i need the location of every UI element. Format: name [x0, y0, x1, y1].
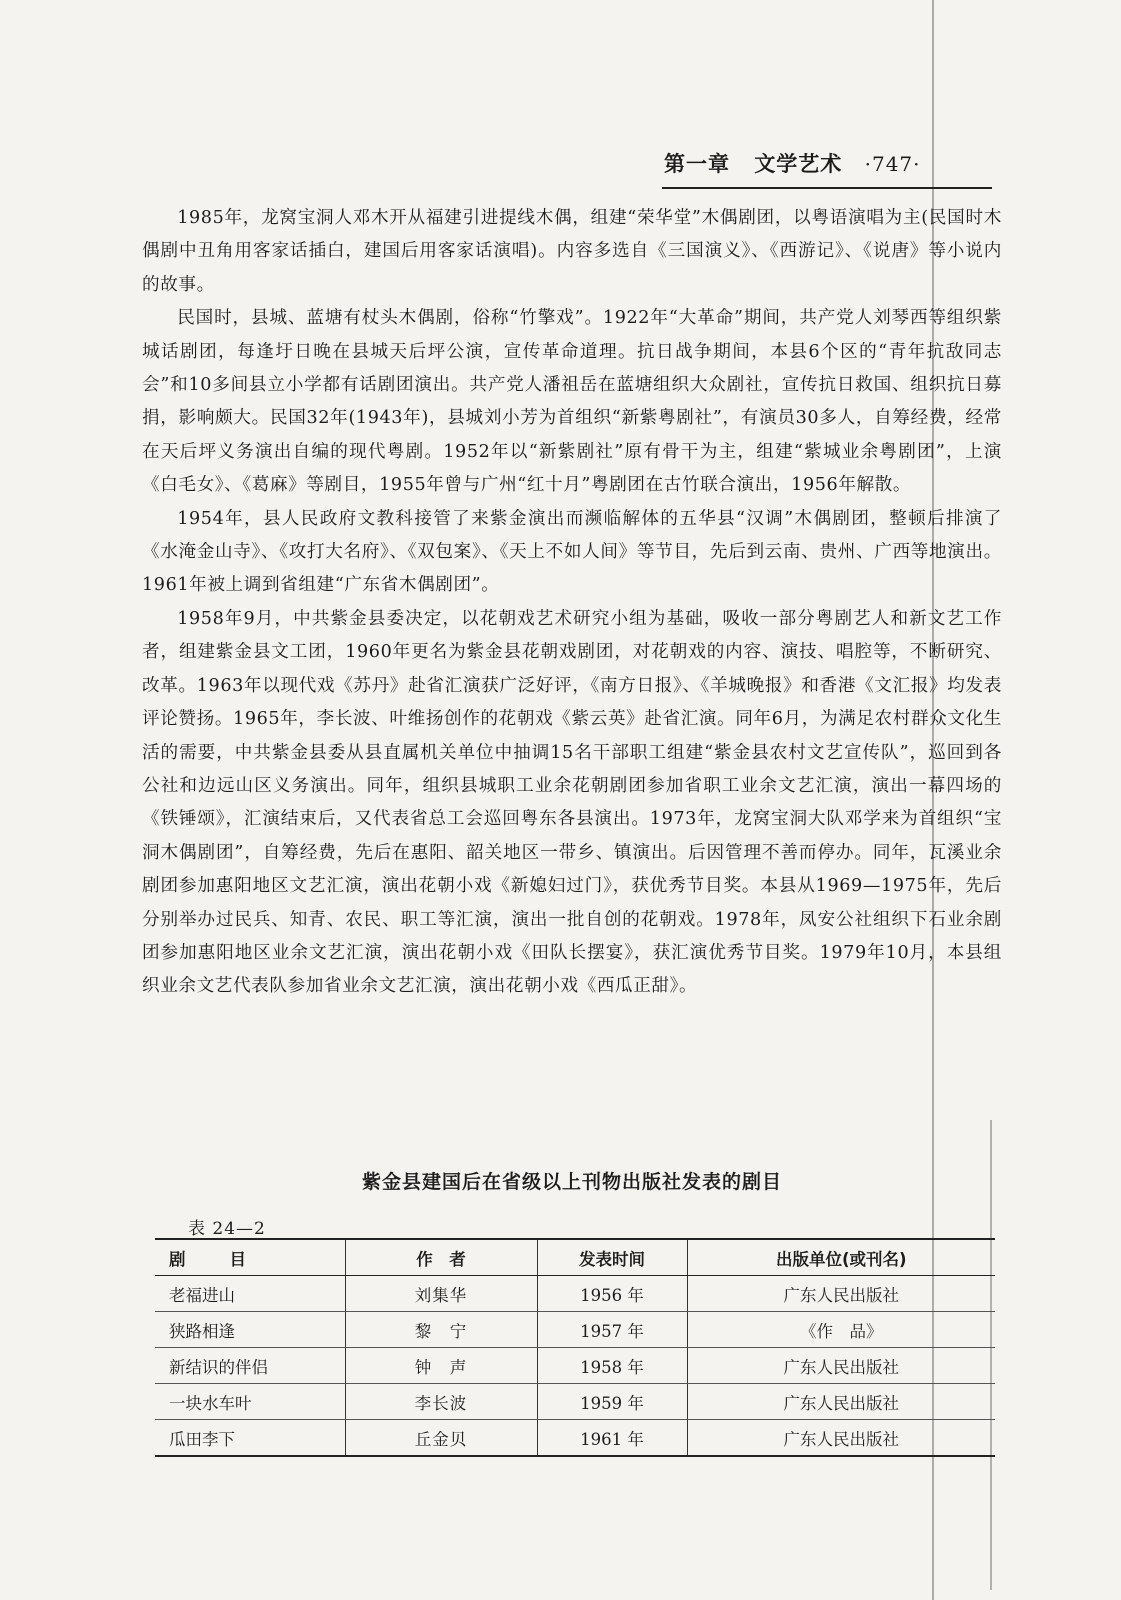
paragraph-4: 1958年9月，中共紫金县委决定，以花朝戏艺术研究小组为基础，吸收一部分粤剧艺人和新文艺工作者，组建紫金县文工团，1960年更名为紫金县花朝戏剧团，对花朝戏的内容、演技、唱腔等，不断研究、改革。1963年以现代戏《苏丹》赴省汇演获广泛好评，《南方日报》、《羊城晚报》和香港《文汇报》均发表评论赞扬。1965年，李长波、叶维扬创作的花朝戏《紫云英》赴省汇演。同年6月，为满足农村群众文化生活的需要，中共紫金县委从县直属机关单位中抽调15名干部职工组建“紫金县农村文艺宣传队”，巡回到各公社和边远山区义务演出。同年，组织县城职工业余花朝剧团参加省职工业余文艺汇演，演出一幕四场的《铁锤颂》，汇演结束后，又代表省总工会巡回粤东各县演出。1973年，龙窝宝洞大队邓学来为首组织“宝洞木偶剧团”，自筹经费，先后在惠阳、韶关地区一带乡、镇演出。后因管理不善而停办。同年，瓦溪业余剧团参加惠阳地区文艺汇演，演出花朝小戏《新媳妇过门》，获优秀节目奖。本县从1969—1975年，先后分别举办过民兵、知青、农民、职工等汇演，演出一批自创的花朝戏。1978年，凤安公社组织下石业余剧团参加惠阳地区业余文艺汇演，演出花朝小戏《田队长摆宴》，获汇演优秀节目奖。1979年10月，本县组织业余文艺代表队参加省业余文艺汇演，演出花朝小戏《西瓜正甜》。: [142, 608, 1002, 997]
cell-author: 钟 声: [345, 1348, 537, 1384]
body-text: [142, 202, 1002, 1004]
cell-author: 丘金贝: [345, 1420, 537, 1457]
cell-publisher: 广东人民出版社: [687, 1384, 995, 1420]
cell-publisher: 广东人民出版社: [687, 1276, 995, 1312]
cell-publisher: 《作 品》: [687, 1312, 995, 1348]
paragraph-2: 民国时，县城、蓝塘有杖头木偶剧，俗称“竹擎戏”。1922年“大革命”期间，共产党人刘琴西等组织紫城话剧团，每逢圩日晚在县城天后坪公演，宣传革命道理。抗日战争期间，本县6个区的“青年抗敌同志会”和10多间县立小学都有话剧团演出。共产党人潘祖岳在蓝塘组织大众剧社，宣传抗日救国、组织抗日募捐，影响颇大。民国32年(1943年)，县城刘小芳为首组织“新紫粤剧社”，有演员30多人，自筹经费，经常在天后坪义务演出自编的现代粤剧。1952年以“新紫剧社”原有骨干为主，组建“紫城业余粤剧团”，上演《白毛女》、《葛麻》等剧目，1955年曾与广州“红十月”粤剧团在古竹联合演出，1956年解散。: [142, 308, 1002, 496]
paragraph-1: 1985年，龙窝宝洞人邓木开从福建引进提线木偶，组建“荣华堂”木偶剧团，以粤语演唱为主(民国时木偶剧中丑角用客家话插白，建国后用客家话演唱)。内容多选自《三国演义》、《西游记》、《说唐》等小说内的故事。: [142, 208, 1002, 295]
cell-author: 刘集华: [345, 1276, 537, 1312]
cell-title: 狭路相逢: [155, 1312, 345, 1348]
table-row: [155, 1420, 995, 1457]
header-rule: [662, 187, 992, 189]
header-author: 作 者: [345, 1239, 537, 1276]
cell-author: 黎 宁: [345, 1312, 537, 1348]
table-header-row: [155, 1239, 995, 1276]
cell-date: 1957 年: [537, 1312, 687, 1348]
cell-date: 1956 年: [537, 1276, 687, 1312]
table-title: 紫金县建国后在省级以上刊物出版社发表的剧目: [361, 1171, 782, 1193]
cell-publisher: 广东人民出版社: [687, 1348, 995, 1384]
chapter-label: 第一章: [664, 152, 730, 176]
table-number: 表 24—2: [188, 1219, 266, 1239]
subject-label: 文学艺术: [754, 152, 843, 176]
cell-publisher: 广东人民出版社: [687, 1420, 995, 1457]
paragraph-3: 1954年，县人民政府文教科接管了来紫金演出而濒临解体的五华县“汉调”木偶剧团，整顿后排演了《水淹金山寺》、《攻打大名府》、《双包案》、《天上不如人间》等节目，先后到云南、贵州、广西等地演出。1961年被上调到省组建“广东省木偶剧团”。: [142, 508, 1002, 596]
cell-date: 1961 年: [537, 1420, 687, 1457]
running-header: [664, 148, 994, 184]
cell-author: 李长波: [345, 1384, 537, 1420]
table-row: [155, 1348, 995, 1384]
cell-title: 老福进山: [155, 1276, 345, 1312]
cell-title: 新结识的伴侣: [155, 1348, 345, 1384]
cell-title: 瓜田李下: [155, 1420, 345, 1457]
table-row: [155, 1384, 995, 1420]
cell-date: 1959 年: [537, 1384, 687, 1420]
header-title: 剧目: [155, 1239, 345, 1276]
cell-date: 1958 年: [537, 1348, 687, 1384]
table-row: [155, 1276, 995, 1312]
plays-table: [155, 1238, 995, 1457]
page-number: ·747·: [864, 152, 921, 176]
cell-title: 一块水车叶: [155, 1384, 345, 1420]
header-date: 发表时间: [537, 1239, 687, 1276]
table-row: [155, 1312, 995, 1348]
header-publisher: 出版单位(或刊名): [687, 1239, 995, 1276]
